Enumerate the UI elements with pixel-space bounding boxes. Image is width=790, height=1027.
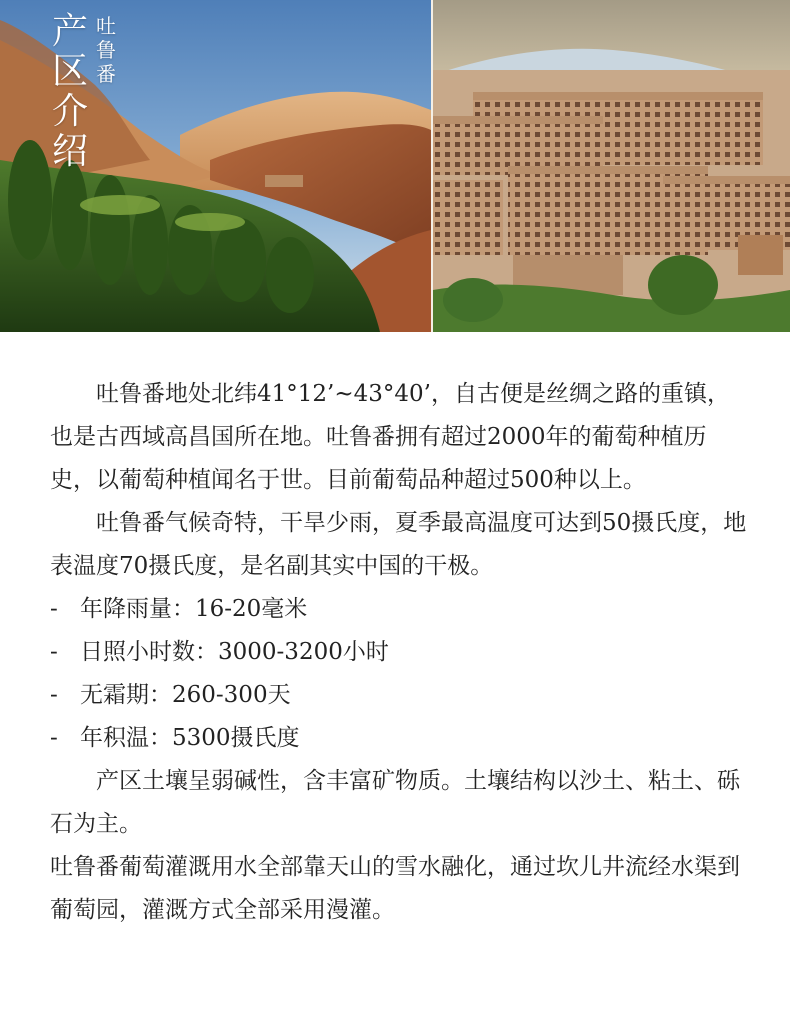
list-dash: - (50, 682, 58, 708)
page-title (50, 12, 90, 172)
climate-list (50, 588, 750, 760)
location-label (94, 14, 118, 86)
title-glyph: 番 (96, 62, 116, 86)
climate-item-rainfall (50, 588, 750, 631)
drying-house-photo (433, 0, 790, 332)
climate-item-text: 年积温：5300摄氏度 (80, 725, 300, 751)
climate-item-text: 年降雨量：16-20毫米 (80, 596, 308, 622)
list-dash: - (50, 725, 58, 751)
title-glyph: 介 (51, 91, 88, 132)
intro-paragraph-2: 吐鲁番气候奇特，干旱少雨，夏季最高温度可达到50摄氏度，地表温度70摄氏度，是名副其实中国的干极。 (50, 510, 747, 579)
climate-item-accumulated-temp (50, 717, 750, 760)
title-glyph: 区 (51, 51, 88, 92)
list-dash: - (50, 639, 58, 665)
list-dash: - (50, 596, 58, 622)
title-glyph: 鲁 (96, 38, 116, 62)
location-label-text (94, 14, 118, 86)
climate-item-sunshine (50, 631, 750, 674)
title-glyph: 吐 (96, 14, 116, 38)
irrigation-paragraph: 吐鲁番葡萄灌溉用水全部靠天山的雪水融化，通过坎儿井流经水渠到葡萄园，灌溉方式全部采用漫灌。 (50, 854, 740, 923)
title-glyph: 产 (51, 11, 88, 52)
climate-item-text: 日照小时数：3000-3200小时 (80, 639, 389, 665)
intro-paragraph-1: 吐鲁番地处北纬41°12’~43°40’，自古便是丝绸之路的重镇，也是古西域高昌国所在地。吐鲁番拥有超过2000年的葡萄种植历史，以葡萄种植闻名于世。目前葡萄品种超过500种以上。 (50, 381, 730, 493)
climate-item-text: 无霜期：260-300天 (80, 682, 291, 708)
region-description (50, 373, 750, 932)
climate-item-frost-free (50, 674, 750, 717)
soil-paragraph: 产区土壤呈弱碱性，含丰富矿物质。土壤结构以沙土、粘土、砾石为主。 (50, 768, 740, 837)
page-title-text (50, 12, 90, 172)
title-glyph: 绍 (51, 131, 88, 172)
hero-banner (0, 0, 790, 332)
